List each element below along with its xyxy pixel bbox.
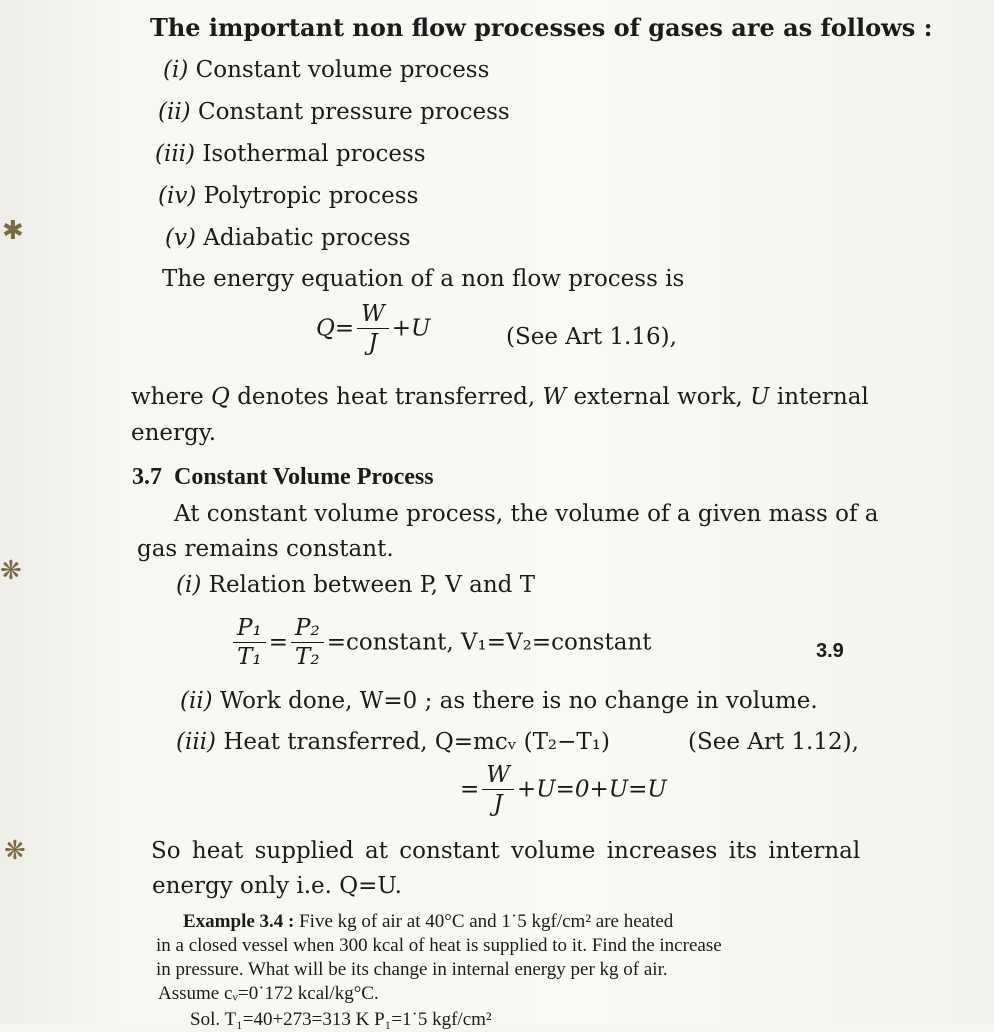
- conclusion-line: energy only i.e. Q=U.: [152, 873, 402, 899]
- fraction-p2-over-t2: [291, 616, 324, 669]
- fraction-numerator: P₁: [233, 616, 266, 643]
- section-title: Constant Volume Process: [174, 464, 434, 490]
- symbol-u: U: [750, 384, 770, 410]
- heat-reference: (See Art 1.12),: [688, 729, 859, 755]
- example-label: Example 3.4 :: [183, 911, 295, 932]
- equation-number: 3.9: [816, 640, 844, 662]
- fraction-p1-over-t1: [233, 616, 266, 669]
- equation-rhs: +U=0+U=U: [516, 776, 667, 803]
- symbol-w: W: [542, 384, 567, 410]
- equation-lhs: Q=: [316, 315, 355, 342]
- fraction-denominator: J: [493, 791, 503, 817]
- list-item-text: Constant volume process: [195, 57, 490, 83]
- item-text: Heat transferred, Q=mcᵥ (T₂−T₁): [223, 729, 610, 755]
- intro-heading: The important non flow processes of gases are as follows :: [150, 13, 933, 42]
- margin-mark-icon: ❋: [0, 556, 22, 586]
- energy-equation-intro: The energy equation of a non flow process is: [162, 266, 685, 292]
- example-line: in a closed vessel when 300 kcal of heat is supplied to it. Find the increase: [156, 935, 722, 956]
- margin-mark-icon: ❋: [4, 836, 26, 866]
- list-item-number: (iii): [155, 141, 196, 167]
- fraction-numerator: W: [357, 302, 389, 329]
- list-item-number: (i): [163, 57, 189, 83]
- list-item: [158, 182, 418, 210]
- section-number: 3.7: [132, 464, 162, 490]
- list-item-text: Adiabatic process: [203, 225, 411, 251]
- list-item: [163, 56, 489, 84]
- fraction-w-over-j: [482, 763, 514, 816]
- paragraph-line: At constant volume process, the volume of a given mass of a: [174, 501, 879, 527]
- list-item-number: (ii): [158, 99, 191, 125]
- fraction-denominator: J: [368, 330, 378, 356]
- section-heading: [132, 463, 434, 491]
- item-number: (iii): [176, 729, 217, 755]
- example-line: [183, 910, 673, 934]
- list-item-text: Polytropic process: [203, 183, 419, 209]
- relation-item: [176, 571, 535, 599]
- constant-volume-relation: [230, 616, 652, 669]
- list-item-number: (v): [165, 225, 196, 251]
- fraction-numerator: W: [482, 763, 514, 790]
- equals-sign: =: [268, 629, 288, 656]
- list-item: [155, 140, 426, 168]
- equation-rhs: +U: [391, 315, 431, 342]
- text-fragment: internal: [769, 384, 869, 410]
- example-line: in pressure. What will be its change in internal energy per kg of air.: [156, 959, 668, 980]
- list-item-number: (iv): [158, 183, 197, 209]
- heat-equation: [460, 763, 667, 816]
- list-item: [158, 98, 510, 126]
- text-fragment: denotes heat transferred,: [229, 384, 543, 410]
- text-fragment: where: [131, 384, 212, 410]
- example-text: Five kg of air at 40°C and 1˙5 kgf/cm² are heated: [294, 911, 674, 932]
- energy-equation: [316, 302, 430, 355]
- item-text: Work done, W=0 ; as there is no change in volume.: [219, 688, 818, 714]
- text-fragment: external work,: [566, 384, 751, 410]
- fraction-w-over-j: [357, 302, 389, 355]
- fraction-numerator: P₂: [291, 616, 324, 643]
- heat-transferred-item: [176, 728, 610, 756]
- item-number: (i): [176, 572, 202, 598]
- item-number: (ii): [180, 688, 213, 714]
- where-line-continued: energy.: [131, 420, 217, 446]
- conclusion-line: So heat supplied at constant volume increases its internal: [151, 838, 861, 864]
- item-text: Relation between P, V and T: [208, 572, 536, 598]
- symbol-q: Q: [211, 384, 230, 410]
- fraction-denominator: T₂: [295, 644, 320, 670]
- relation-rest: =constant, V₁=V₂=constant: [326, 629, 652, 656]
- list-item-text: Isothermal process: [202, 141, 426, 167]
- equation-reference: (See Art 1.16),: [506, 324, 677, 350]
- work-done-item: [180, 687, 818, 715]
- equation-lhs: =: [460, 776, 480, 803]
- list-item-text: Constant pressure process: [197, 99, 510, 125]
- list-item: [165, 224, 411, 252]
- where-line: [131, 383, 869, 411]
- margin-mark-icon: ✱: [2, 216, 24, 246]
- paragraph-line: gas remains constant.: [137, 536, 394, 562]
- example-solution-line: Sol. T₁=40+273=313 K P₁=1˙5 kgf/cm²: [190, 1009, 492, 1030]
- fraction-denominator: T₁: [237, 644, 262, 670]
- example-line: Assume cᵥ=0˙172 kcal/kg°C.: [158, 983, 379, 1004]
